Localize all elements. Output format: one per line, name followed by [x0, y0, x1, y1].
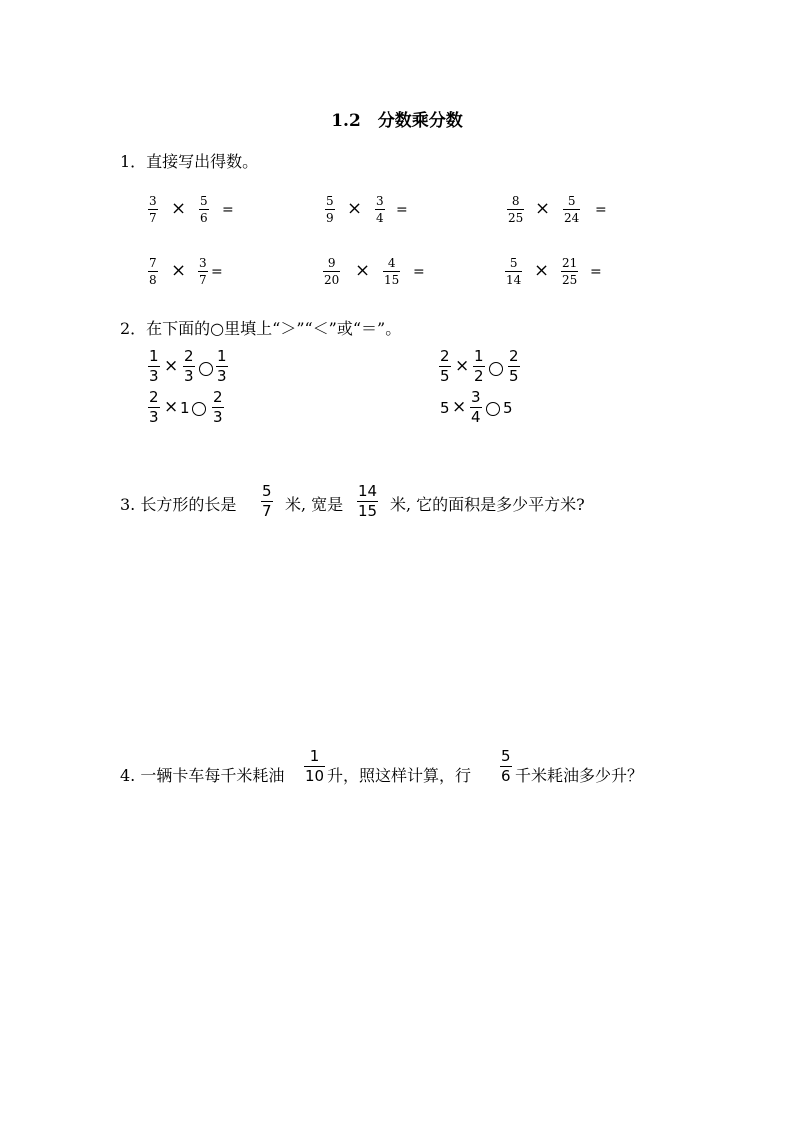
q4-text-part1: 4. 一辆卡车每千米耗油 — [120, 766, 285, 785]
q2-heading: 2．在下面的○里填上“＞”“＜”或“＝”。 — [120, 319, 402, 338]
q2-item1-frac-a: $\frac{1}{3}$ — [149, 347, 159, 385]
q1-item5-frac-b: $\frac{4}{15}$ — [384, 256, 400, 287]
times-sign: × — [535, 198, 551, 219]
q1-item3-frac-b: $\frac{5}{24}$ — [564, 194, 580, 225]
q1-item4-frac-b: $\frac{3}{7}$ — [199, 256, 207, 287]
q2-item3-multiplier: 1 — [180, 399, 190, 417]
answer-circle[interactable] — [489, 361, 503, 380]
q2-item2-frac-a: $\frac{2}{5}$ — [440, 347, 450, 385]
times-sign: × — [455, 356, 470, 376]
equals-sign: = — [413, 264, 425, 280]
q1-item2-frac-a: $\frac{5}{9}$ — [326, 194, 334, 225]
q3-text-part1: 3. 长方形的长是 — [120, 495, 237, 514]
q2-item2-frac-c: $\frac{2}{5}$ — [509, 347, 519, 385]
q3-length-fraction: $\frac{5}{7}$ — [262, 482, 272, 520]
q1-item4-frac-a: $\frac{7}{8}$ — [149, 256, 157, 287]
times-sign: × — [534, 260, 550, 281]
answer-circle[interactable] — [199, 361, 213, 380]
q3-text-part2: 米, 宽是 — [285, 495, 344, 514]
q1-item3-frac-a: $\frac{8}{25}$ — [508, 194, 524, 225]
times-sign: × — [452, 397, 467, 417]
times-sign: × — [347, 198, 363, 219]
equals-sign: = — [396, 202, 408, 218]
q2-item1-frac-c: $\frac{1}{3}$ — [217, 347, 227, 385]
times-sign: × — [171, 198, 187, 219]
q2-item4-result: 5 — [503, 399, 513, 417]
equals-sign: = — [222, 202, 234, 218]
times-sign: × — [355, 260, 371, 281]
times-sign: × — [171, 260, 187, 281]
equals-sign: = — [595, 202, 607, 218]
times-sign: × — [164, 356, 179, 376]
q1-item5-frac-a: $\frac{9}{20}$ — [324, 256, 340, 287]
answer-circle[interactable] — [192, 401, 206, 420]
page-title: 1.2 分数乘分数 — [331, 111, 463, 131]
q3-width-fraction: $\frac{14}{15}$ — [358, 482, 378, 520]
q2-item4-frac-b: $\frac{3}{4}$ — [471, 388, 481, 426]
equals-sign: = — [211, 264, 223, 280]
q1-item6-frac-a: $\frac{5}{14}$ — [506, 256, 522, 287]
q2-item2-frac-b: $\frac{1}{2}$ — [474, 347, 484, 385]
equals-sign: = — [590, 264, 602, 280]
times-sign: × — [164, 397, 179, 417]
q1-item1-frac-a: $\frac{3}{7}$ — [149, 194, 157, 225]
q3-text-part3: 米, 它的面积是多少平方米? — [390, 495, 585, 514]
answer-circle[interactable] — [486, 401, 500, 420]
q1-item1-frac-b: $\frac{5}{6}$ — [200, 194, 208, 225]
q1-item6-frac-b: $\frac{21}{25}$ — [562, 256, 578, 287]
q2-item1-frac-b: $\frac{2}{3}$ — [184, 347, 194, 385]
q4-text-part3: 千米耗油多少升？ — [515, 766, 644, 785]
q2-item3-frac-a: $\frac{2}{3}$ — [149, 388, 159, 426]
q2-item3-frac-c: $\frac{2}{3}$ — [213, 388, 223, 426]
q4-distance-fraction: $\frac{5}{6}$ — [501, 747, 511, 785]
q4-fuel-fraction: $\frac{1}{10}$ — [305, 747, 325, 785]
q4-text-part2: 升，照这样计算，行 — [327, 766, 472, 785]
q1-item2-frac-b: $\frac{3}{4}$ — [376, 194, 384, 225]
q1-heading: 1．直接写出得数。 — [120, 152, 259, 171]
q2-item4-whole: 5 — [440, 399, 450, 417]
